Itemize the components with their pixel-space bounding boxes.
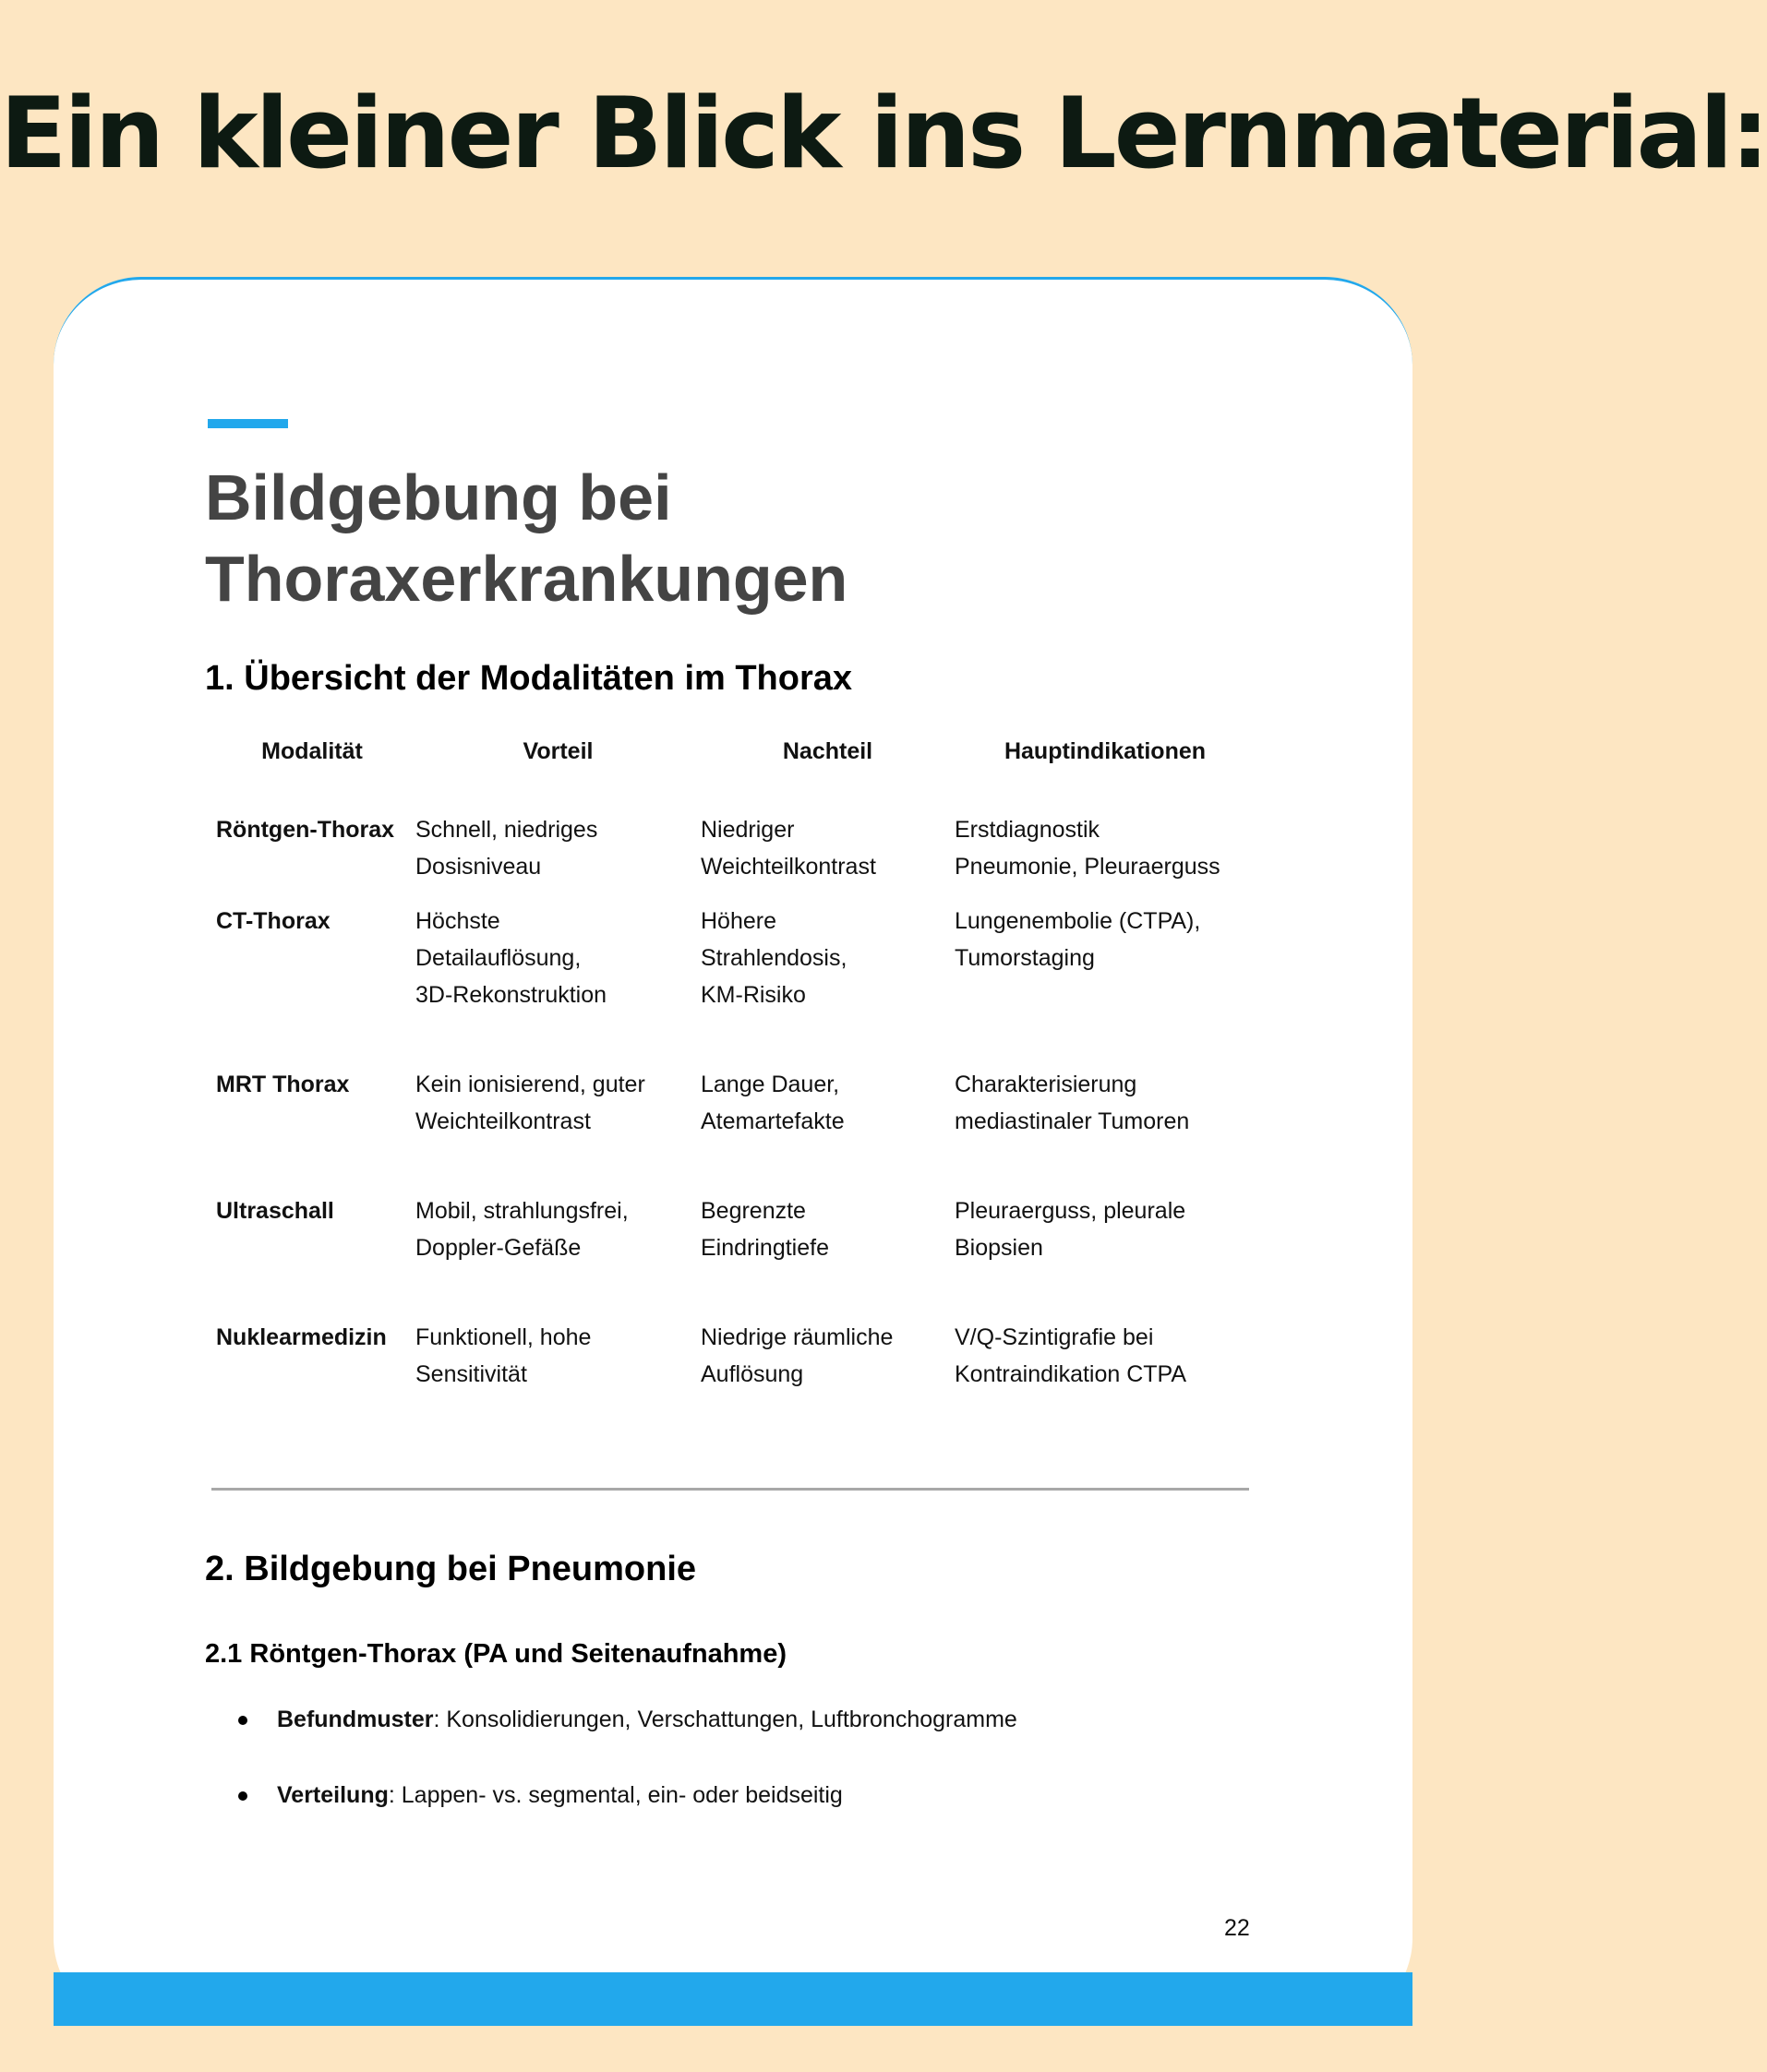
table-header-cell: Hauptindikationen <box>1004 737 1207 764</box>
disadvantage-line: Strahlendosis, <box>701 945 847 971</box>
disadvantage-cell <box>701 776 955 903</box>
document-page <box>54 277 1412 2026</box>
indications-line: Pleuraerguss, pleurale <box>955 1198 1186 1224</box>
indications-line: Lungenembolie (CTPA), <box>955 908 1201 934</box>
section2-subheading: 2.1 Röntgen-Thorax (PA und Seitenaufnahme) <box>205 1639 787 1669</box>
disadvantage-cell <box>701 1319 955 1437</box>
disadvantage-line: Auflösung <box>701 1361 804 1387</box>
bullet-item <box>238 1777 1017 1852</box>
advantage-line: Detailauflösung, <box>415 945 582 971</box>
indications-cell <box>955 1319 1256 1437</box>
disadvantage-line: Eindringtiefe <box>701 1235 829 1261</box>
advantage-cell <box>415 776 701 903</box>
advantage-line: Kein ionisierend, guter <box>415 1072 645 1097</box>
indications-line: mediastinaler Tumoren <box>955 1108 1190 1134</box>
advantage-line: Dosisniveau <box>415 854 542 880</box>
table-row <box>209 1066 1256 1192</box>
advantage-line: Mobil, strahlungsfrei, <box>415 1198 629 1224</box>
section2-heading: 2. Bildgebung bei Pneumonie <box>205 1550 697 1588</box>
modality-cell: CT-Thorax <box>216 908 331 934</box>
indications-cell <box>955 1066 1256 1192</box>
indications-line: Erstdiagnostik <box>955 817 1100 843</box>
modality-cell: MRT Thorax <box>216 1072 350 1097</box>
indications-line: Pneumonie, Pleuraerguss <box>955 854 1220 880</box>
indications-line: Kontraindikation CTPA <box>955 1361 1187 1387</box>
table-header-cell: Nachteil <box>782 737 873 764</box>
bullet-term: Befundmuster <box>277 1707 434 1732</box>
bullet-icon <box>238 1791 247 1801</box>
bullet-list <box>238 1701 1017 1852</box>
indications-line: V/Q-Szintigrafie bei <box>955 1324 1154 1350</box>
bullet-term: Verteilung <box>277 1782 389 1808</box>
section1-heading: 1. Übersicht der Modalitäten im Thorax <box>205 659 853 698</box>
advantage-line: Doppler-Gefäße <box>415 1235 582 1261</box>
advantage-line: Schnell, niedriges <box>415 817 598 843</box>
disadvantage-line: Atemartefakte <box>701 1108 845 1134</box>
disadvantage-line: KM-Risiko <box>701 982 806 1008</box>
advantage-cell <box>415 903 701 1066</box>
advantage-line: Höchste <box>415 908 500 934</box>
advantage-line: Funktionell, hohe <box>415 1324 592 1350</box>
disadvantage-line: Niedriger <box>701 817 795 843</box>
table-row <box>209 1192 1256 1319</box>
disadvantage-line: Begrenzte <box>701 1198 806 1224</box>
table-row <box>209 1319 1256 1437</box>
modality-table <box>209 726 1256 1437</box>
table-row <box>209 903 1256 1066</box>
indications-cell <box>955 903 1256 1066</box>
advantage-cell <box>415 1192 701 1319</box>
document-title-line2: Thoraxerkrankungen <box>205 543 848 615</box>
table-header-cell: Vorteil <box>523 737 594 764</box>
disadvantage-line: Lange Dauer, <box>701 1072 840 1097</box>
disadvantage-cell <box>701 903 955 1066</box>
table-row <box>209 776 1256 903</box>
table-header-cell: Modalität <box>261 737 363 764</box>
advantage-line: 3D-Rekonstruktion <box>415 982 607 1008</box>
bullet-text: : Konsolidierungen, Verschattungen, Luftbronchogramme <box>433 1707 1017 1732</box>
disadvantage-cell <box>701 1066 955 1192</box>
indications-line: Tumorstaging <box>955 945 1095 971</box>
document-title-line1: Bildgebung bei <box>205 461 672 533</box>
disadvantage-line: Höhere <box>701 908 776 934</box>
document-title <box>205 457 1220 619</box>
disadvantage-line: Niedrige räumliche <box>701 1324 894 1350</box>
advantage-cell <box>415 1066 701 1192</box>
indications-cell <box>955 1192 1256 1319</box>
title-accent-bar <box>208 419 288 428</box>
modality-cell: Nuklearmedizin <box>216 1324 387 1350</box>
bullet-text: : Lappen- vs. segmental, ein- oder beidseitig <box>388 1782 843 1808</box>
page-bottom-bar <box>54 1972 1412 2026</box>
bullet-item <box>238 1701 1017 1777</box>
advantage-cell <box>415 1319 701 1437</box>
indications-cell <box>955 776 1256 903</box>
indications-line: Biopsien <box>955 1235 1043 1261</box>
bullet-icon <box>238 1716 247 1725</box>
indications-line: Charakterisierung <box>955 1072 1137 1097</box>
advantage-line: Sensitivität <box>415 1361 527 1387</box>
modality-cell: Röntgen-Thorax <box>216 817 395 843</box>
advantage-line: Weichteilkontrast <box>415 1108 591 1134</box>
disadvantage-line: Weichteilkontrast <box>701 854 876 880</box>
table-header-row <box>209 726 1256 776</box>
disadvantage-cell <box>701 1192 955 1319</box>
page-number: 22 <box>1224 1915 1250 1941</box>
banner-heading: Ein kleiner Blick ins Lernmaterial: <box>0 77 1767 190</box>
modality-cell: Ultraschall <box>216 1198 334 1224</box>
section-divider <box>211 1488 1249 1491</box>
